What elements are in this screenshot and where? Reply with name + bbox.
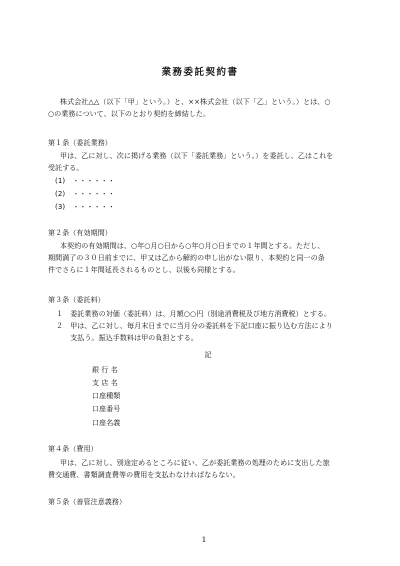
article-3-line-3: 支払う。振込手数料は甲の負担とする。 <box>56 334 198 342</box>
bank-field-account-type: 口座種類 <box>92 392 121 400</box>
article-1-heading: 第１条（委託業務） <box>48 139 112 147</box>
article-4-line-1: 甲は、乙に対し、別途定めるところに従い、乙が委託業務の処理のために支出した旅 <box>60 459 330 467</box>
article-1-item-1: (1) ・・・・・・ <box>55 177 115 185</box>
article-4-heading: 第４条（費用） <box>48 445 98 453</box>
bank-field-account-holder: 口座名義 <box>92 419 121 427</box>
article-1-item-3: (3) ・・・・・・ <box>55 203 115 211</box>
article-1-item-2: (2) ・・・・・・ <box>55 190 115 198</box>
bank-field-bank-name: 銀 行 名 <box>92 366 118 374</box>
article-3-line-1: １ 委託業務の対価（委託料）は、月額○○円（別途消費税及び地方消費税）とする。 <box>56 310 332 318</box>
article-3-line-2: ２ 甲は、乙に対し、毎月末日までに当月分の委託料を下記口座に振り込む方法により <box>56 322 333 330</box>
article-2-line-3: 件でさらに１年間延長されるものとし、以後も同様とする。 <box>48 266 240 274</box>
article-5-heading: 第５条（善管注意義務） <box>48 498 127 506</box>
article-3-ki-mark: 記 <box>204 351 212 359</box>
document-title: 業務委託契約書 <box>161 67 239 78</box>
article-1-line-1: 甲は、乙に対し、次に掲げる業務（以下「委託業務」という。）を委託し、乙はこれを <box>60 152 334 160</box>
page-number: 1 <box>201 535 207 544</box>
article-4-line-2: 費交通費、書類調査費等の費用を支払わなければならない。 <box>48 471 240 479</box>
article-2-line-1: 本契約の有効期間は、○年○月○日から○年○月○日までの１年間とする。ただし、 <box>60 242 325 250</box>
article-2-heading: 第２条（有効期間） <box>48 229 112 237</box>
intro-line-1: 株式会社△△（以下「甲」という。）と、××株式会社（以下「乙」という。）とは、○ <box>60 98 331 106</box>
intro-line-2: ○の業務について、以下のとおり契約を締結した。 <box>48 110 211 118</box>
article-3-heading: 第３条（委託料） <box>48 296 105 304</box>
bank-field-branch-name: 支 店 名 <box>92 379 118 387</box>
article-1-line-2: 受託する。 <box>48 164 84 172</box>
article-2-line-2: 期間満了の３０日前までに、甲又は乙から解約の申し出がない限り、本契約と同一の条 <box>48 254 325 262</box>
bank-field-account-number: 口座番号 <box>92 405 121 413</box>
